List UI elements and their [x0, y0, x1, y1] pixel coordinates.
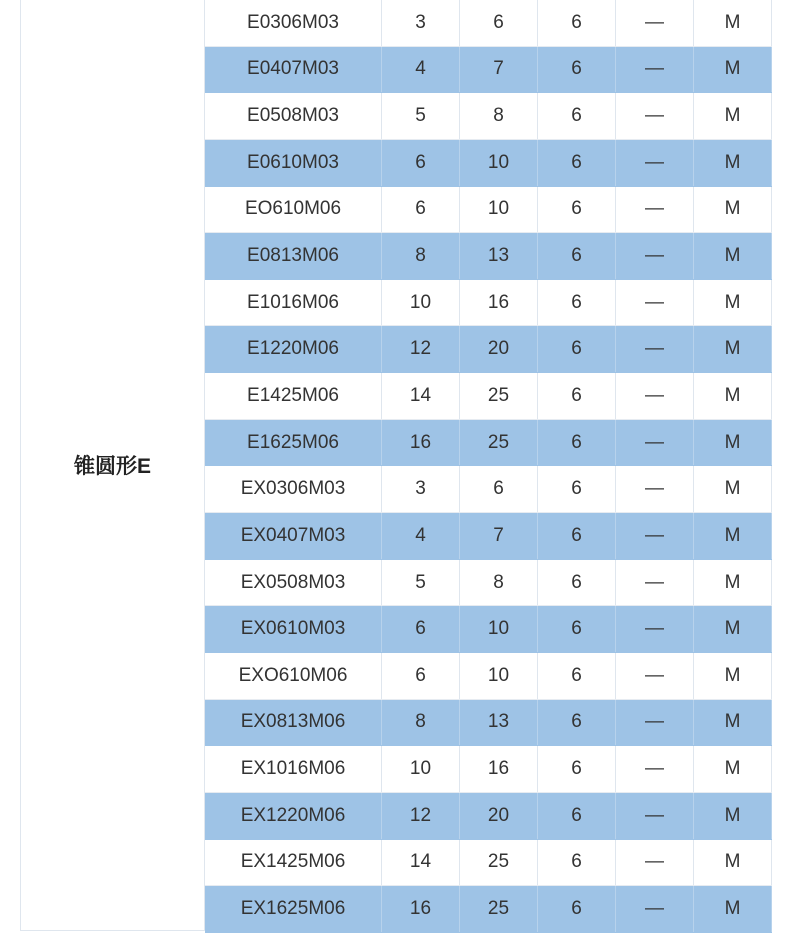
model-cell: EX0508M03	[205, 560, 382, 606]
table-row	[205, 0, 772, 47]
dash-cell: —	[616, 47, 694, 93]
table-row	[205, 140, 772, 187]
dash-cell: —	[616, 326, 694, 372]
value-cell: 6	[538, 47, 616, 93]
model-cell: E0306M03	[205, 0, 382, 46]
model-cell: E1425M06	[205, 373, 382, 419]
table-row	[205, 746, 772, 793]
dash-cell: —	[616, 373, 694, 419]
value-cell: 6	[538, 513, 616, 559]
value-cell: 7	[460, 47, 538, 93]
model-cell: EXO610M06	[205, 653, 382, 699]
type-cell: M	[694, 700, 772, 746]
value-cell: 6	[538, 700, 616, 746]
dash-cell: —	[616, 187, 694, 233]
table-row	[205, 326, 772, 373]
value-cell: 8	[382, 700, 460, 746]
value-cell: 6	[538, 606, 616, 652]
type-cell: M	[694, 886, 772, 932]
table-row	[205, 420, 772, 467]
value-cell: 5	[382, 560, 460, 606]
value-cell: 6	[538, 326, 616, 372]
value-cell: 6	[460, 466, 538, 512]
model-cell: EX0407M03	[205, 513, 382, 559]
value-cell: 6	[382, 140, 460, 186]
value-cell: 6	[382, 187, 460, 233]
dash-cell: —	[616, 0, 694, 46]
dash-cell: —	[616, 280, 694, 326]
value-cell: 6	[538, 746, 616, 792]
dash-cell: —	[616, 513, 694, 559]
value-cell: 25	[460, 840, 538, 886]
dash-cell: —	[616, 886, 694, 932]
value-cell: 12	[382, 326, 460, 372]
table-row	[205, 233, 772, 280]
value-cell: 10	[460, 140, 538, 186]
model-cell: EX1625M06	[205, 886, 382, 932]
table-body	[205, 0, 772, 933]
value-cell: 20	[460, 326, 538, 372]
model-cell: EX0306M03	[205, 466, 382, 512]
value-cell: 3	[382, 466, 460, 512]
type-cell: M	[694, 840, 772, 886]
category-label: 锥圆形E	[21, 0, 205, 930]
value-cell: 6	[538, 373, 616, 419]
value-cell: 10	[382, 746, 460, 792]
type-cell: M	[694, 0, 772, 46]
table-row	[205, 886, 772, 933]
value-cell: 6	[538, 93, 616, 139]
table-row	[205, 47, 772, 94]
dash-cell: —	[616, 653, 694, 699]
value-cell: 20	[460, 793, 538, 839]
table-row	[205, 700, 772, 747]
table-row	[205, 793, 772, 840]
table-row	[205, 653, 772, 700]
value-cell: 16	[460, 746, 538, 792]
dash-cell: —	[616, 560, 694, 606]
table-row	[205, 466, 772, 513]
value-cell: 6	[538, 233, 616, 279]
model-cell: E0508M03	[205, 93, 382, 139]
value-cell: 16	[460, 280, 538, 326]
type-cell: M	[694, 233, 772, 279]
value-cell: 3	[382, 0, 460, 46]
model-cell: EX1220M06	[205, 793, 382, 839]
value-cell: 6	[538, 886, 616, 932]
model-cell: E0610M03	[205, 140, 382, 186]
type-cell: M	[694, 513, 772, 559]
model-cell: EX1425M06	[205, 840, 382, 886]
table-row	[205, 840, 772, 887]
value-cell: 6	[538, 793, 616, 839]
value-cell: 6	[538, 466, 616, 512]
model-cell: E1220M06	[205, 326, 382, 372]
value-cell: 10	[460, 187, 538, 233]
model-cell: E0813M06	[205, 233, 382, 279]
value-cell: 4	[382, 47, 460, 93]
model-cell: EX0813M06	[205, 700, 382, 746]
dash-cell: —	[616, 466, 694, 512]
value-cell: 8	[382, 233, 460, 279]
table-row	[205, 187, 772, 234]
dash-cell: —	[616, 606, 694, 652]
value-cell: 6	[538, 653, 616, 699]
value-cell: 5	[382, 93, 460, 139]
type-cell: M	[694, 187, 772, 233]
dash-cell: —	[616, 793, 694, 839]
value-cell: 10	[460, 606, 538, 652]
table-row	[205, 373, 772, 420]
dash-cell: —	[616, 840, 694, 886]
dash-cell: —	[616, 93, 694, 139]
dash-cell: —	[616, 700, 694, 746]
value-cell: 4	[382, 513, 460, 559]
dash-cell: —	[616, 140, 694, 186]
dash-cell: —	[616, 746, 694, 792]
value-cell: 6	[538, 840, 616, 886]
type-cell: M	[694, 560, 772, 606]
type-cell: M	[694, 47, 772, 93]
value-cell: 16	[382, 420, 460, 466]
type-cell: M	[694, 466, 772, 512]
type-cell: M	[694, 653, 772, 699]
table-row	[205, 513, 772, 560]
model-cell: EX0610M03	[205, 606, 382, 652]
value-cell: 25	[460, 420, 538, 466]
type-cell: M	[694, 140, 772, 186]
value-cell: 14	[382, 840, 460, 886]
value-cell: 6	[538, 560, 616, 606]
value-cell: 25	[460, 373, 538, 419]
value-cell: 13	[460, 700, 538, 746]
value-cell: 6	[538, 280, 616, 326]
value-cell: 8	[460, 560, 538, 606]
value-cell: 13	[460, 233, 538, 279]
type-cell: M	[694, 746, 772, 792]
value-cell: 14	[382, 373, 460, 419]
type-cell: M	[694, 280, 772, 326]
value-cell: 6	[538, 0, 616, 46]
table-row	[205, 93, 772, 140]
value-cell: 8	[460, 93, 538, 139]
model-cell: E1016M06	[205, 280, 382, 326]
value-cell: 7	[460, 513, 538, 559]
spec-table	[20, 0, 772, 931]
type-cell: M	[694, 326, 772, 372]
table-row	[205, 606, 772, 653]
value-cell: 12	[382, 793, 460, 839]
value-cell: 25	[460, 886, 538, 932]
type-cell: M	[694, 793, 772, 839]
type-cell: M	[694, 606, 772, 652]
value-cell: 6	[538, 187, 616, 233]
value-cell: 16	[382, 886, 460, 932]
dash-cell: —	[616, 420, 694, 466]
value-cell: 6	[382, 606, 460, 652]
value-cell: 10	[382, 280, 460, 326]
type-cell: M	[694, 373, 772, 419]
type-cell: M	[694, 93, 772, 139]
value-cell: 6	[382, 653, 460, 699]
value-cell: 6	[538, 140, 616, 186]
model-cell: EO610M06	[205, 187, 382, 233]
model-cell: EX1016M06	[205, 746, 382, 792]
table-row	[205, 280, 772, 327]
model-cell: E0407M03	[205, 47, 382, 93]
table-row	[205, 560, 772, 607]
dash-cell: —	[616, 233, 694, 279]
model-cell: E1625M06	[205, 420, 382, 466]
value-cell: 10	[460, 653, 538, 699]
value-cell: 6	[538, 420, 616, 466]
value-cell: 6	[460, 0, 538, 46]
type-cell: M	[694, 420, 772, 466]
